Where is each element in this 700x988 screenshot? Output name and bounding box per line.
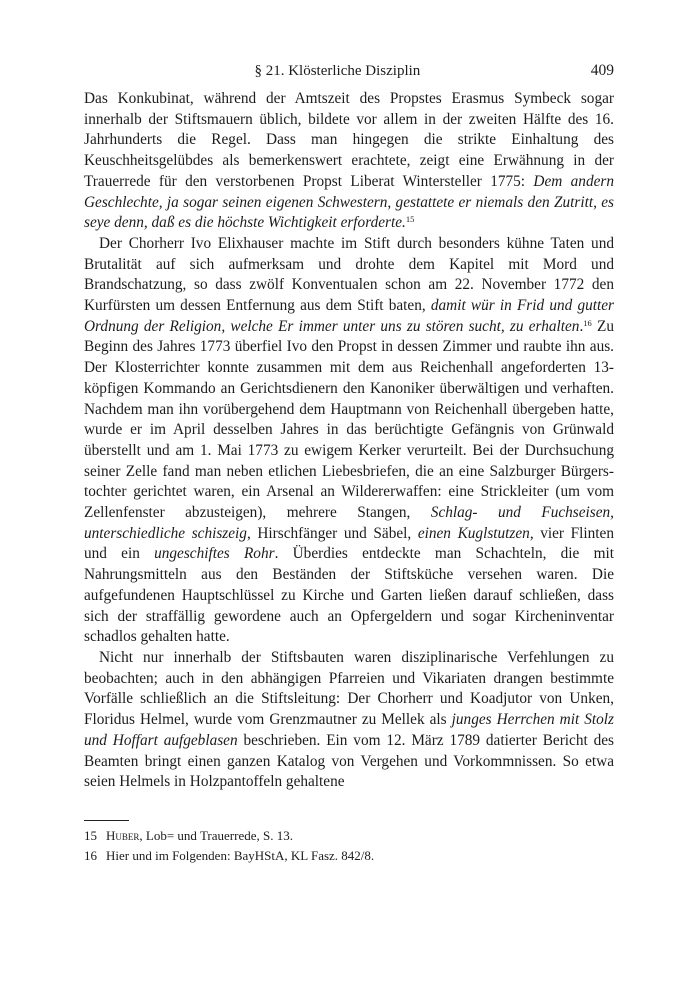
chapter-title: § 21. Klösterliche Disziplin: [254, 63, 421, 79]
footnote-ref[interactable]: 15: [405, 214, 415, 225]
quoted-text: damit wür in Frid und gutter Ordnung der Religion, welche Er immer unter uns zu stören sucht, zu erhalten: [84, 297, 614, 335]
footnote-number: 15: [84, 828, 97, 843]
text-run: , Hirschfänger und Säbel,: [246, 524, 418, 542]
footnotes: [84, 826, 614, 865]
quoted-text: einen Kuglstutzen: [417, 524, 530, 542]
footnote-rule: [84, 820, 129, 821]
paragraph: [84, 648, 614, 793]
page-number: 409: [590, 62, 614, 79]
paragraph: [84, 234, 614, 648]
quoted-text: Schlag- und Fuchseisen, unterschiedliche schiszeig: [84, 504, 614, 542]
text-run: Der Chorherr Ivo Elixhauser machte im Stift durch besonders kühne Taten und Brutalität auf sich aufmerksam und drohte dem Kapitel mit Mord und Brandschatzung, so dass zwölf Konventualen schon am 22. November 1772 den Kurfürsten um dessen Entfernung aus dem Stift baten,: [84, 234, 614, 315]
main-text: [84, 89, 614, 793]
quoted-text: junges Herrchen mit Stolz und Hoffart aufgeblasen: [84, 711, 614, 749]
footnote-author: Huber: [106, 828, 140, 843]
footnote-body: Hier und im Folgenden: BayHStA, KL Fasz. 842/8.: [106, 847, 375, 863]
text-run: .: [579, 317, 584, 335]
text-run: Zu Beginn des Jahres 1773 überfiel Ivo den Propst in dessen Zimmer und raubte ihn aus. Der Klosterrichter konnte zusammen mit dem aus Reichenhall angeforderten 13-köpfigen Kommando an Gerichtsdienern den Kanoniker überwältigen und verhaften. Nachdem man ihn vorübergehend dem Hauptmann von Reichenhall übergeben hatte, wurde er im April desselben Jahres in das berüchtigte Gefängnis von Grünwald überstellt und am 1. Mai 1773 zu ewigem Kerker verurteilt. Bei der Durchsuchung seiner Zelle fand man neben etlichen Liebesbriefen, die an eine Salzburger Bürgerstochter gerichtet waren, ein Arsenal an Wildererwaffen: eine Strickleiter (um vom Zellenfenster abzusteigen), mehrere Stangen,: [84, 317, 614, 522]
footnote-text: [106, 846, 374, 866]
text-run: . Überdies entdeckte man Schachteln, die mit Nahrungsmitteln aus den Beständen der Stiftsküche versehen waren. Die aufgefundenen Hauptschlüssel zu Kirche und Garten ließen darauf schließen, dass sich der straffällig gewordene auch an Opfergeldern und sogar Kircheninventar schadlos gehalten hatte.: [84, 545, 614, 646]
footnote: [84, 826, 614, 846]
text-run: Das Konkubinat, während der Amtszeit des Propstes Erasmus Symbeck sogar innerhalb der Stiftsmauern üblich, bildete vor allem in der zweiten Hälfte des 16. Jahrhunderts die Regel. Dass man hingegen die strikte Einhaltung des Keuschheitsgelübdes als bemerkenswert erachtete, zeigt eine Erwähnung in der Trauerrede für den verstorbenen Propst Liberat Wintersteller 1775:: [84, 90, 614, 190]
quoted-text: ungeschiftes Rohr: [154, 545, 275, 563]
footnote-ref[interactable]: 16: [583, 317, 592, 328]
quoted-text: Dem andern Geschlechte, ja sogar seinen eigenen Schwestern, gestattete er niemals den Zutritt, es seye denn, daß es die höchste Wichtigkeit erforderte.: [84, 172, 614, 232]
footnote-text: [106, 826, 293, 846]
text-run: , vier Flinten und ein: [84, 524, 614, 563]
footnote-number: 16: [84, 847, 97, 863]
footnote-body: , Lob= und Trauerrede, S. 13.: [139, 828, 293, 843]
text-run: Nicht nur innerhalb der Stiftsbauten waren disziplinarische Verfehlungen zu beobachten; auch in den abhängigen Pfarreien und Vikariaten drangen bestimmte Vorfälle schließlich an die Stiftsleitung: Der Chorherr und Koadjutor von Unken, Floridus Helmel, wurde vom Grenzmautner zu Mellek als: [84, 648, 614, 729]
text-run: beschrieben. Ein vom 12. März 1789 datierter Bericht des Beamten bringt einen ganzen Katalog von Vergehen und Vorkommnissen. So etwa seien Helmels in Holzpantoffeln gehaltene: [84, 731, 614, 791]
footnote: [84, 846, 614, 866]
running-header: [84, 62, 614, 80]
paragraph: [84, 89, 614, 234]
